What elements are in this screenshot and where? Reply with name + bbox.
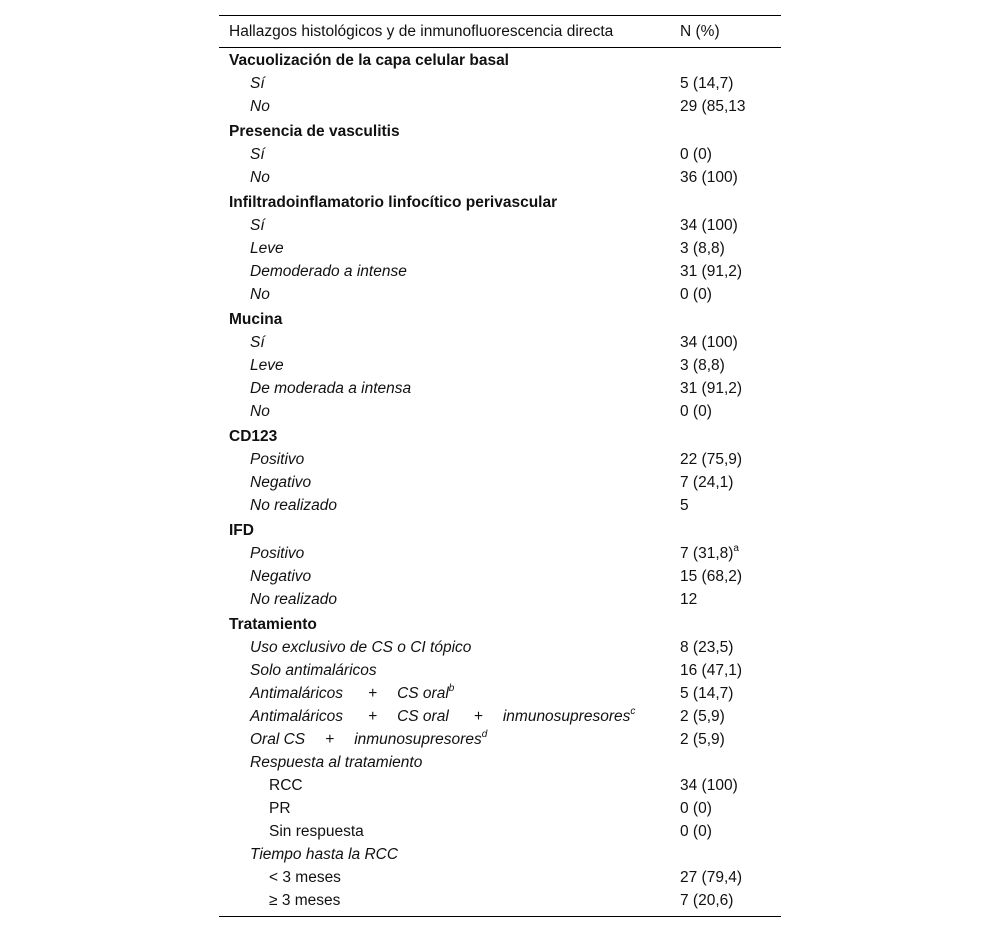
- row-value: 0 (0): [680, 800, 712, 817]
- table-row: [219, 889, 781, 912]
- row-label: No: [250, 169, 270, 186]
- label-part: inmunosupresores: [502, 708, 631, 725]
- bottom-rule: [219, 916, 781, 917]
- row-value: 0 (0): [680, 146, 712, 163]
- section-label: Mucina: [229, 311, 283, 328]
- row-value: 34 (100): [680, 217, 738, 234]
- row-value: 15 (68,2): [680, 568, 743, 585]
- row-label: Solo antimaláricos: [250, 662, 377, 679]
- table-row: [219, 400, 781, 423]
- section-ifd: [219, 519, 781, 542]
- row-label: < 3 meses: [269, 869, 341, 886]
- table-row: [219, 774, 781, 797]
- section-vasculitis: [219, 120, 781, 143]
- row-value: 5 (14,7): [680, 75, 734, 92]
- row-label: Negativo: [250, 568, 312, 585]
- row-label: No: [250, 403, 270, 420]
- label-part: CS oral: [397, 708, 449, 725]
- header-rule: [219, 47, 781, 48]
- row-value: 29 (85,13: [680, 98, 746, 115]
- plus-sign: +: [473, 708, 483, 725]
- section-label: IFD: [229, 522, 254, 539]
- table-row: [219, 705, 781, 728]
- row-label: [250, 728, 487, 751]
- row-value: 2 (5,9): [680, 708, 725, 725]
- section-cd123: [219, 425, 781, 448]
- row-value: 27 (79,4): [680, 869, 743, 886]
- row-value: 3 (8,8): [680, 357, 725, 374]
- table-row: [219, 95, 781, 118]
- row-value: [680, 542, 739, 565]
- row-label: Negativo: [250, 474, 312, 491]
- row-label: [250, 682, 454, 705]
- row-value: 31 (91,2): [680, 380, 743, 397]
- table-row: [219, 565, 781, 588]
- label-part: Antimaláricos: [250, 685, 344, 702]
- table-row: [219, 377, 781, 400]
- table-row: [219, 797, 781, 820]
- row-value: 31 (91,2): [680, 263, 743, 280]
- row-label: Sí: [250, 146, 265, 163]
- row-value: 16 (47,1): [680, 662, 743, 679]
- top-rule: [219, 15, 781, 16]
- label-part: Antimaláricos: [250, 708, 344, 725]
- row-value: 8 (23,5): [680, 639, 734, 656]
- row-value: 2 (5,9): [680, 731, 725, 748]
- footnote-mark: b: [448, 682, 455, 694]
- footnote-mark: d: [481, 728, 488, 740]
- row-label: No realizado: [250, 497, 338, 514]
- row-value: 0 (0): [680, 286, 712, 303]
- footnote-mark: c: [630, 705, 636, 717]
- row-label: No: [250, 286, 270, 303]
- row-value: 34 (100): [680, 777, 738, 794]
- table-row: [219, 843, 781, 866]
- value-text: 7 (31,8): [680, 545, 734, 562]
- row-label: Leve: [250, 240, 284, 257]
- row-value: 0 (0): [680, 403, 712, 420]
- section-tratamiento: [219, 613, 781, 636]
- footnote-mark: a: [733, 542, 739, 554]
- label-part: inmunosupresores: [354, 731, 482, 748]
- row-label: Tiempo hasta la RCC: [250, 846, 399, 863]
- table-row: [219, 588, 781, 611]
- table-row: [219, 166, 781, 189]
- table-row: [219, 542, 781, 565]
- row-label: ≥ 3 meses: [269, 892, 341, 909]
- row-label: Sí: [250, 217, 265, 234]
- row-label: Uso exclusivo de CS o CI tópico: [250, 639, 472, 656]
- table-row: [219, 494, 781, 517]
- row-label: No realizado: [250, 591, 338, 608]
- table-row: [219, 636, 781, 659]
- table-row: [219, 866, 781, 889]
- section-label: Presencia de vasculitis: [229, 123, 400, 140]
- table-row: [219, 354, 781, 377]
- table-row: [219, 448, 781, 471]
- header-findings: Hallazgos histológicos y de inmunofluorescencia directa: [229, 23, 614, 40]
- table-row: [219, 659, 781, 682]
- table-row: [219, 820, 781, 843]
- row-value: 34 (100): [680, 334, 738, 351]
- row-label: Demoderado a intense: [250, 263, 407, 280]
- row-value: 7 (24,1): [680, 474, 734, 491]
- section-label: Tratamiento: [229, 616, 317, 633]
- row-value: 5 (14,7): [680, 685, 734, 702]
- table-row: [219, 682, 781, 705]
- row-value: 22 (75,9): [680, 451, 743, 468]
- label-part: Oral CS: [250, 731, 306, 748]
- table-row: [219, 728, 781, 751]
- section-vacuolizacion: [219, 49, 781, 72]
- row-label: Sin respuesta: [269, 823, 364, 840]
- table-row: [219, 331, 781, 354]
- row-value: 3 (8,8): [680, 240, 725, 257]
- plus-sign: +: [368, 708, 378, 725]
- row-label: [250, 705, 635, 728]
- row-label: Sí: [250, 334, 265, 351]
- row-label: Leve: [250, 357, 284, 374]
- section-label: CD123: [229, 428, 278, 445]
- row-value: 12: [680, 591, 698, 608]
- plus-sign: +: [368, 685, 378, 702]
- row-label: No: [250, 98, 270, 115]
- row-label: De moderada a intensa: [250, 380, 412, 397]
- table-row: [219, 471, 781, 494]
- section-label: Vacuolización de la capa celular basal: [229, 52, 509, 69]
- table-row: [219, 237, 781, 260]
- table-row: [219, 214, 781, 237]
- section-label: Infiltradoinflamatorio linfocítico perivascular: [229, 194, 558, 211]
- row-label: Sí: [250, 75, 265, 92]
- row-value: 7 (20,6): [680, 892, 734, 909]
- table-row: [219, 260, 781, 283]
- table-row: [219, 751, 781, 774]
- section-infiltrado: [219, 191, 781, 214]
- row-label: Positivo: [250, 545, 305, 562]
- table-row: [219, 143, 781, 166]
- table-header: [219, 20, 781, 43]
- label-part: CS oral: [397, 685, 449, 702]
- row-value: 36 (100): [680, 169, 738, 186]
- header-n-percent: N (%): [680, 23, 720, 40]
- row-label: Respuesta al tratamiento: [250, 754, 423, 771]
- table-row: [219, 283, 781, 306]
- row-value: 0 (0): [680, 823, 712, 840]
- row-value: 5: [680, 497, 689, 514]
- row-label: Positivo: [250, 451, 305, 468]
- table-row: [219, 72, 781, 95]
- section-mucina: [219, 308, 781, 331]
- row-label: PR: [269, 800, 291, 817]
- plus-sign: +: [325, 731, 335, 748]
- row-label: RCC: [269, 777, 303, 794]
